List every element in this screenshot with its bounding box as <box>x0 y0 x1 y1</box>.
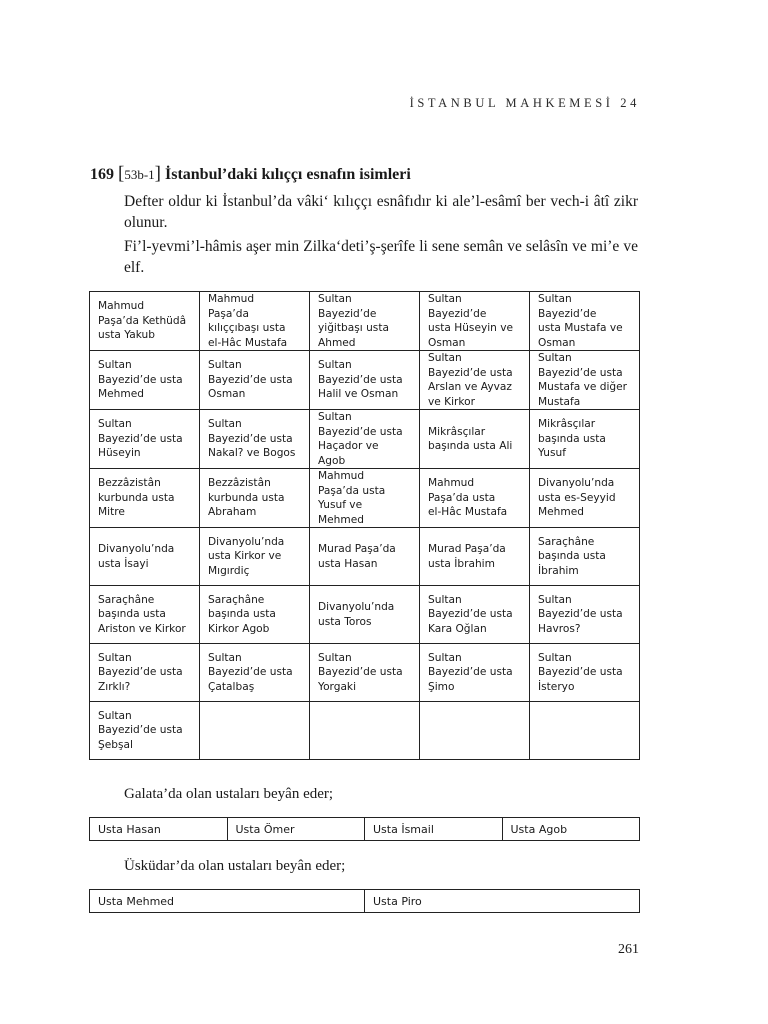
table-row <box>90 702 640 760</box>
cell-text-line: Bayezid’de usta <box>208 666 293 679</box>
galata-masters-row <box>90 818 640 841</box>
cell-text-line: Şebşal <box>98 738 133 751</box>
cell-text-line: Sultan <box>538 651 572 664</box>
cell-text-line: Bayezid’de usta <box>98 432 183 445</box>
cell-text-line: kurbunda usta <box>98 491 175 504</box>
cell-text-line: Osman <box>208 388 246 401</box>
cell-text-line: İbrahim <box>538 564 579 577</box>
cell-text-line: Bayezid’de usta <box>98 373 183 386</box>
table-row <box>90 410 640 469</box>
table-cell <box>90 528 200 586</box>
table-cell <box>90 469 200 528</box>
cell-text-line: ve Kirkor <box>428 395 475 408</box>
table-cell <box>90 410 200 469</box>
cell-text-line: Sultan <box>98 709 132 722</box>
cell-text-line: Sultan <box>318 651 352 664</box>
table-cell <box>200 351 310 410</box>
document-title: İstanbul’daki kılıççı esnafın isimleri <box>165 166 411 183</box>
table-cell <box>420 469 530 528</box>
cell-text-line: Sultan <box>428 593 462 606</box>
cell-text-line: Bayezid’de usta <box>538 666 623 679</box>
cell-text-line: Bezzâzistân <box>98 477 161 490</box>
cell-text-line: Bayezid’de usta <box>318 425 403 438</box>
cell-text-line: Bayezid’de usta <box>208 432 293 445</box>
cell-text-line: Mahmud <box>98 300 145 313</box>
table-cell <box>310 586 420 644</box>
cell-text-line: Mikrâsçılar <box>538 418 596 431</box>
cell-text-line: Arslan ve Ayvaz <box>428 381 512 393</box>
empty-table-cell <box>310 702 420 760</box>
cell-text-line: kurbunda usta <box>208 491 285 504</box>
cell-text-line: Bayezid’de <box>538 307 597 320</box>
cell-text-line: Bayezid’de usta <box>428 608 513 621</box>
cell-text-line: Bayezid’de <box>318 307 377 320</box>
cell-text-line: usta İsayi <box>98 557 149 570</box>
paragraph-1: Defter oldur ki İstanbul’da vâki‘ kılıççı esnâfıdır ki ale’l-esâmî ber vech-i âtî zikr olunur. <box>124 193 638 231</box>
cell-text-line: Saraçhâne <box>208 593 265 606</box>
table-cell <box>420 351 530 410</box>
table-cell <box>90 586 200 644</box>
cell-text-line: Sultan <box>538 593 572 606</box>
cell-text-line: Bayezid’de usta <box>98 724 183 737</box>
cell-text-line: usta Toros <box>318 615 372 628</box>
cell-text-line: Bayezid’de usta <box>208 373 293 386</box>
cell-text-line: Ariston ve Kirkor <box>98 622 186 635</box>
cell-text-line: Bayezid’de <box>428 307 487 320</box>
cell-text-line: Ahmed <box>318 336 356 349</box>
table-cell <box>530 292 640 351</box>
empty-table-cell <box>530 702 640 760</box>
galata-master-cell: Usta Ömer <box>227 818 365 841</box>
cell-text-line: Mikrâsçılar <box>428 425 486 438</box>
cell-text-line: el-Hâc Mustafa <box>208 336 288 349</box>
table-cell <box>90 292 200 351</box>
cell-text-line: Bayezid’de usta <box>318 666 403 679</box>
cell-text-line: Sultan <box>318 359 352 372</box>
table-row <box>90 469 640 528</box>
cell-text-line: Şimo <box>428 680 455 693</box>
cell-text-line: Mahmud <box>318 470 365 482</box>
reference-bracket-close: ] <box>154 163 161 184</box>
table-cell <box>420 292 530 351</box>
cell-text-line: Abraham <box>208 506 257 519</box>
folio-reference: 53b-1 <box>124 167 155 182</box>
document-number: 169 <box>90 166 114 183</box>
cell-text-line: usta Kirkor ve <box>208 550 282 563</box>
cell-text-line: Divanyolu’nda <box>538 477 615 490</box>
cell-text-line: Bayezid’de usta <box>98 666 183 679</box>
cell-text-line: İsteryo <box>538 680 575 693</box>
cell-text-line: Divanyolu’nda <box>318 601 395 613</box>
table-row <box>90 292 640 351</box>
cell-text-line: Mustafa <box>538 395 581 408</box>
cell-text-line: Sultan <box>318 293 352 305</box>
table-cell <box>530 586 640 644</box>
cell-text-line: başında usta <box>98 608 166 621</box>
cell-text-line: Bezzâzistân <box>208 477 271 490</box>
table-cell <box>200 410 310 469</box>
table-cell <box>90 644 200 702</box>
table-row <box>90 351 640 410</box>
table-cell <box>420 644 530 702</box>
cell-text-line: usta es-Seyyid <box>538 491 616 504</box>
table-cell <box>530 410 640 469</box>
cell-text-line: Halil ve Osman <box>318 388 399 401</box>
cell-text-line: Sultan <box>208 418 242 431</box>
cell-text-line: Sultan <box>208 651 242 664</box>
cell-text-line: Sultan <box>428 352 462 364</box>
cell-text-line: Mehmed <box>538 506 584 519</box>
cell-text-line: Havros? <box>538 622 581 635</box>
table-row <box>90 528 640 586</box>
uskudar-master-cell: Usta Mehmed <box>90 890 365 913</box>
table-cell <box>530 644 640 702</box>
cell-text-line: Divanyolu’nda <box>98 543 175 555</box>
table-cell <box>420 586 530 644</box>
uskudar-masters-row <box>90 890 640 913</box>
cell-text-line: Paşa’da Kethüdâ <box>98 314 187 327</box>
cell-text-line: Sultan <box>98 359 132 372</box>
cell-text-line: başında usta <box>538 550 606 563</box>
cell-text-line: Kirkor Agob <box>208 622 270 635</box>
cell-text-line: Mustafa ve diğer <box>538 381 628 393</box>
table-cell <box>530 351 640 410</box>
running-head: İSTANBUL MAHKEMESİ 24 <box>409 96 640 110</box>
cell-text-line: Mahmud <box>428 477 475 490</box>
cell-text-line: kılıççıbaşı usta <box>208 322 286 334</box>
cell-text-line: Haçador ve <box>318 440 379 452</box>
cell-text-line: Sultan <box>538 293 572 305</box>
cell-text-line: başında usta <box>538 432 606 445</box>
galata-master-cell: Usta İsmail <box>365 818 503 841</box>
cell-text-line: Murad Paşa’da <box>428 543 506 555</box>
table-row <box>90 644 640 702</box>
cell-text-line: usta Mustafa ve <box>538 322 623 334</box>
cell-text-line: usta Yakub <box>98 329 155 342</box>
paragraph-2: Fi’l-yevmi’l-hâmis aşer min Zilka‘deti’ş-şerîfe li sene semân ve selâsîn ve mi’e ve elf. <box>124 238 638 276</box>
document-heading <box>90 163 411 185</box>
cell-text-line: Mitre <box>98 506 125 519</box>
cell-text-line: Mıgırdiç <box>208 564 250 577</box>
table-cell <box>310 469 420 528</box>
cell-text-line: Paşa’da usta <box>428 491 496 504</box>
cell-text-line: Bayezid’de usta <box>538 366 623 379</box>
cell-text-line: el-Hâc Mustafa <box>428 506 508 519</box>
cell-text-line: yiğitbaşı usta <box>318 322 389 334</box>
cell-text-line: Yorgaki <box>318 680 357 693</box>
reference-bracket-open: [ <box>118 163 125 184</box>
table-cell <box>200 586 310 644</box>
table-cell <box>310 351 420 410</box>
cell-text-line: Bayezid’de usta <box>428 666 513 679</box>
cell-text-line: Sultan <box>538 352 572 364</box>
cell-text-line: Çatalbaş <box>208 680 255 693</box>
page-number: 261 <box>618 942 639 957</box>
cell-text-line: Nakal? ve Bogos <box>208 447 296 460</box>
galata-master-cell: Usta Agob <box>502 818 640 841</box>
uskudar-intro: Üsküdar’da olan ustaları beyân eder; <box>124 858 346 874</box>
table-cell <box>90 702 200 760</box>
table-cell <box>420 410 530 469</box>
uskudar-master-cell: Usta Piro <box>365 890 640 913</box>
table-cell <box>530 469 640 528</box>
table-cell <box>200 292 310 351</box>
cell-text-line: Yusuf <box>538 447 566 460</box>
cell-text-line: Sultan <box>428 293 462 305</box>
cell-text-line: Mahmud <box>208 293 255 305</box>
cell-text-line: başında usta <box>208 608 276 621</box>
table-cell <box>200 644 310 702</box>
table-cell <box>310 528 420 586</box>
uskudar-masters-table <box>89 889 640 913</box>
cell-text-line: Saraçhâne <box>98 593 155 606</box>
cell-text-line: Zırklı? <box>98 680 131 693</box>
cell-text-line: Murad Paşa’da <box>318 543 396 555</box>
table-cell <box>530 528 640 586</box>
cell-text-line: Divanyolu’nda <box>208 535 285 548</box>
cell-text-line: Bayezid’de usta <box>428 366 513 379</box>
cell-text-line: Sultan <box>318 411 352 423</box>
table-cell <box>310 644 420 702</box>
cell-text-line: usta Hasan <box>318 557 378 570</box>
table-cell <box>200 528 310 586</box>
empty-table-cell <box>420 702 530 760</box>
cell-text-line: Sultan <box>98 651 132 664</box>
cell-text-line: başında usta Ali <box>428 440 513 452</box>
cell-text-line: Mehmed <box>98 388 144 401</box>
table-cell <box>200 469 310 528</box>
cell-text-line: usta Hüseyin ve <box>428 322 514 334</box>
empty-table-cell <box>200 702 310 760</box>
cell-text-line: Kara Oğlan <box>428 622 487 635</box>
cell-text-line: Yusuf ve Mehmed <box>318 499 364 526</box>
table-cell <box>310 292 420 351</box>
cell-text-line: Paşa’da <box>208 307 249 320</box>
cell-text-line: Sultan <box>428 651 462 664</box>
cell-text-line: Sultan <box>98 418 132 431</box>
cell-text-line: Bayezid’de usta <box>538 608 623 621</box>
galata-masters-table <box>89 817 640 841</box>
galata-master-cell: Usta Hasan <box>90 818 228 841</box>
cell-text-line: Paşa’da usta <box>318 484 386 497</box>
cell-text-line: Bayezid’de usta <box>318 373 403 386</box>
cell-text-line: Agob <box>318 454 346 467</box>
cell-text-line: Hüseyin <box>98 447 141 460</box>
cell-text-line: usta İbrahim <box>428 557 495 570</box>
cell-text-line: Osman <box>538 336 576 349</box>
table-row <box>90 586 640 644</box>
cell-text-line: Osman <box>428 336 466 349</box>
table-cell <box>420 528 530 586</box>
table-cell <box>90 351 200 410</box>
cell-text-line: Saraçhâne <box>538 535 595 548</box>
craftsmen-table <box>89 291 640 760</box>
galata-intro: Galata’da olan ustaları beyân eder; <box>124 786 334 802</box>
cell-text-line: Sultan <box>208 359 242 372</box>
table-cell <box>310 410 420 469</box>
